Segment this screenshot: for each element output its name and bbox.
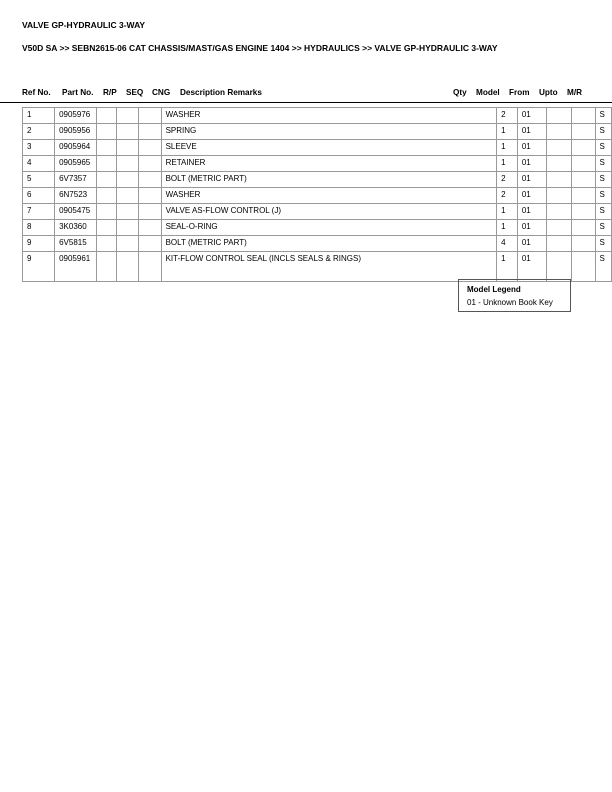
cell-rp bbox=[97, 172, 117, 188]
cell-mr: S bbox=[595, 156, 611, 172]
cell-mr: S bbox=[595, 236, 611, 252]
cell-qty: 4 bbox=[497, 236, 518, 252]
cell-desc: SLEEVE bbox=[161, 140, 497, 156]
cell-rp bbox=[97, 220, 117, 236]
cell-from bbox=[547, 220, 572, 236]
cell-rp bbox=[97, 140, 117, 156]
cell-upto bbox=[572, 236, 595, 252]
cell-cng bbox=[138, 252, 161, 282]
cell-seq bbox=[117, 124, 139, 140]
cell-desc: BOLT (METRIC PART) bbox=[161, 236, 497, 252]
table-row bbox=[23, 188, 612, 204]
cell-part: 0905964 bbox=[55, 140, 97, 156]
cell-rp bbox=[97, 204, 117, 220]
table-row bbox=[23, 252, 612, 282]
table-row bbox=[23, 156, 612, 172]
header-divider bbox=[0, 102, 612, 103]
cell-seq bbox=[117, 188, 139, 204]
cell-seq bbox=[117, 252, 139, 282]
cell-upto bbox=[572, 252, 595, 282]
cell-seq bbox=[117, 108, 139, 124]
cell-model: 01 bbox=[517, 156, 546, 172]
cell-cng bbox=[138, 220, 161, 236]
cell-cng bbox=[138, 156, 161, 172]
cell-qty: 1 bbox=[497, 124, 518, 140]
cell-ref: 4 bbox=[23, 156, 55, 172]
cell-desc: BOLT (METRIC PART) bbox=[161, 172, 497, 188]
cell-cng bbox=[138, 140, 161, 156]
cell-part: 0905956 bbox=[55, 124, 97, 140]
cell-mr: S bbox=[595, 252, 611, 282]
table-row bbox=[23, 236, 612, 252]
cell-mr: S bbox=[595, 108, 611, 124]
cell-rp bbox=[97, 188, 117, 204]
cell-from bbox=[547, 156, 572, 172]
table-row bbox=[23, 220, 612, 236]
cell-model: 01 bbox=[517, 108, 546, 124]
cell-rp bbox=[97, 108, 117, 124]
cell-model: 01 bbox=[517, 188, 546, 204]
col-header-ref: Ref No. bbox=[22, 88, 51, 97]
table-row bbox=[23, 124, 612, 140]
table-row bbox=[23, 204, 612, 220]
cell-part: 0905475 bbox=[55, 204, 97, 220]
cell-from bbox=[547, 108, 572, 124]
cell-model: 01 bbox=[517, 204, 546, 220]
cell-desc: SPRING bbox=[161, 124, 497, 140]
cell-ref: 9 bbox=[23, 252, 55, 282]
cell-qty: 1 bbox=[497, 220, 518, 236]
cell-from bbox=[547, 204, 572, 220]
cell-desc: RETAINER bbox=[161, 156, 497, 172]
cell-from bbox=[547, 172, 572, 188]
cell-cng bbox=[138, 172, 161, 188]
cell-qty: 2 bbox=[497, 172, 518, 188]
cell-part: 3K0360 bbox=[55, 220, 97, 236]
cell-desc: SEAL-O-RING bbox=[161, 220, 497, 236]
cell-upto bbox=[572, 156, 595, 172]
cell-seq bbox=[117, 172, 139, 188]
cell-ref: 2 bbox=[23, 124, 55, 140]
cell-qty: 1 bbox=[497, 204, 518, 220]
page-title: VALVE GP-HYDRAULIC 3-WAY bbox=[22, 20, 146, 30]
cell-ref: 5 bbox=[23, 172, 55, 188]
cell-upto bbox=[572, 220, 595, 236]
cell-mr: S bbox=[595, 220, 611, 236]
cell-qty: 2 bbox=[497, 188, 518, 204]
cell-seq bbox=[117, 204, 139, 220]
cell-rp bbox=[97, 252, 117, 282]
cell-rp bbox=[97, 156, 117, 172]
cell-seq bbox=[117, 236, 139, 252]
cell-rp bbox=[97, 236, 117, 252]
cell-from bbox=[547, 124, 572, 140]
cell-desc: KIT-FLOW CONTROL SEAL (INCLS SEALS & RINGS) bbox=[161, 252, 497, 282]
cell-qty: 1 bbox=[497, 156, 518, 172]
col-header-cng: CNG bbox=[152, 88, 171, 97]
col-header-desc: Description Remarks bbox=[180, 88, 262, 97]
cell-ref: 1 bbox=[23, 108, 55, 124]
cell-cng bbox=[138, 108, 161, 124]
col-header-from: From bbox=[509, 88, 530, 97]
col-header-seq: SEQ bbox=[126, 88, 144, 97]
cell-cng bbox=[138, 204, 161, 220]
cell-mr: S bbox=[595, 172, 611, 188]
cell-qty: 2 bbox=[497, 108, 518, 124]
cell-upto bbox=[572, 188, 595, 204]
cell-model: 01 bbox=[517, 236, 546, 252]
table-row bbox=[23, 108, 612, 124]
cell-ref: 6 bbox=[23, 188, 55, 204]
cell-from bbox=[547, 140, 572, 156]
cell-part: 0905976 bbox=[55, 108, 97, 124]
cell-upto bbox=[572, 108, 595, 124]
cell-part: 6V5815 bbox=[55, 236, 97, 252]
cell-desc: VALVE AS-FLOW CONTROL (J) bbox=[161, 204, 497, 220]
cell-cng bbox=[138, 236, 161, 252]
cell-model: 01 bbox=[517, 140, 546, 156]
cell-model: 01 bbox=[517, 252, 546, 282]
cell-ref: 8 bbox=[23, 220, 55, 236]
cell-rp bbox=[97, 124, 117, 140]
model-legend bbox=[458, 279, 571, 312]
cell-desc: WASHER bbox=[161, 108, 497, 124]
cell-mr: S bbox=[595, 204, 611, 220]
col-header-upto: Upto bbox=[539, 88, 558, 97]
col-header-part: Part No. bbox=[62, 88, 94, 97]
breadcrumb: V50D SA >> SEBN2615-06 CAT CHASSIS/MAST/GAS ENGINE 1404 >> HYDRAULICS >> VALVE GP-HYDRAULIC 3-WAY bbox=[22, 43, 498, 53]
parts-table bbox=[22, 107, 612, 282]
cell-qty: 1 bbox=[497, 252, 518, 282]
cell-part: 0905961 bbox=[55, 252, 97, 282]
cell-mr: S bbox=[595, 188, 611, 204]
cell-cng bbox=[138, 188, 161, 204]
col-header-rp: R/P bbox=[103, 88, 117, 97]
cell-part: 0905965 bbox=[55, 156, 97, 172]
cell-seq bbox=[117, 156, 139, 172]
cell-cng bbox=[138, 124, 161, 140]
cell-upto bbox=[572, 204, 595, 220]
cell-model: 01 bbox=[517, 220, 546, 236]
col-header-mr: M/R bbox=[567, 88, 583, 97]
cell-mr: S bbox=[595, 140, 611, 156]
cell-from bbox=[547, 252, 572, 282]
cell-mr: S bbox=[595, 124, 611, 140]
cell-model: 01 bbox=[517, 124, 546, 140]
cell-seq bbox=[117, 140, 139, 156]
cell-qty: 1 bbox=[497, 140, 518, 156]
model-legend-title: Model Legend bbox=[467, 285, 521, 294]
cell-upto bbox=[572, 172, 595, 188]
cell-ref: 7 bbox=[23, 204, 55, 220]
cell-desc: WASHER bbox=[161, 188, 497, 204]
cell-from bbox=[547, 236, 572, 252]
cell-seq bbox=[117, 220, 139, 236]
model-legend-item: 01 - Unknown Book Key bbox=[467, 298, 553, 307]
cell-from bbox=[547, 188, 572, 204]
cell-part: 6V7357 bbox=[55, 172, 97, 188]
col-header-qty: Qty bbox=[453, 88, 467, 97]
cell-model: 01 bbox=[517, 172, 546, 188]
col-header-model: Model bbox=[476, 88, 500, 97]
cell-ref: 3 bbox=[23, 140, 55, 156]
table-row bbox=[23, 172, 612, 188]
table-row bbox=[23, 140, 612, 156]
cell-ref: 9 bbox=[23, 236, 55, 252]
cell-upto bbox=[572, 140, 595, 156]
cell-part: 6N7523 bbox=[55, 188, 97, 204]
cell-upto bbox=[572, 124, 595, 140]
